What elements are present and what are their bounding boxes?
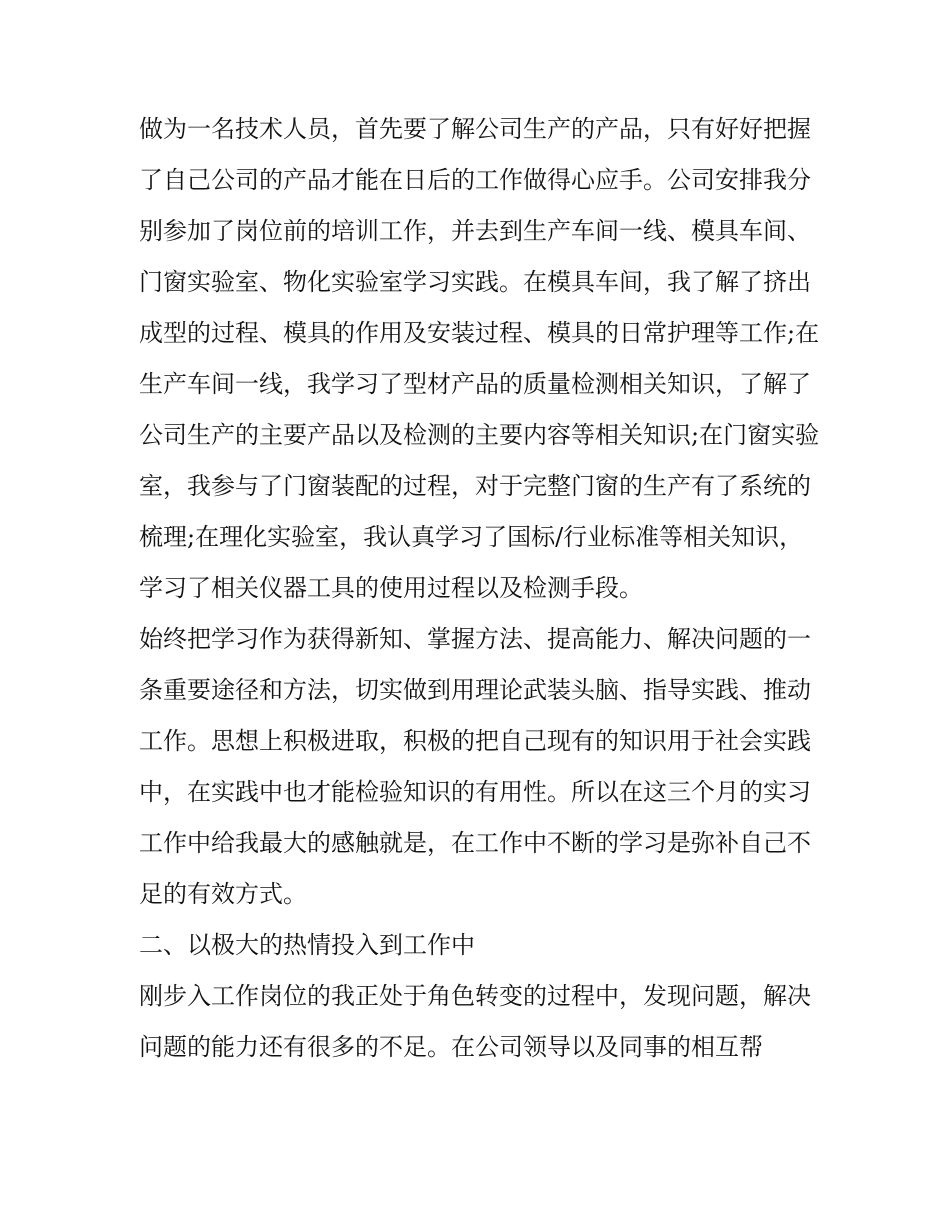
paragraph-technical-training: 做为一名技术人员，首先要了解公司生产的产品，只有好好把握了自己公司的产品才能在日后的工作做得心应手。公司安排我分别参加了岗位前的培训工作，并去到生产车间一线、模具车间、门窗实验室、物化实验室学习实践。在模具车间，我了解了挤出成型的过程、模具的作用及安装过程、模具的日常护理等工作;在生产车间一线，我学习了型材产品的质量检测相关知识，了解了公司生产的主要产品以及检测的主要内容等相关知识;在门窗实验室，我参与了门窗装配的过程，对于完整门窗的生产有了系统的梳理;在理化实验室，我认真学习了国标/行业标准等相关知识，学习了相关仪器工具的使用过程以及检测手段。 xyxy=(139,115,820,602)
paragraph-role-transition: 刚步入工作岗位的我正处于角色转变的过程中，发现问题，解决问题的能力还有很多的不足。在公司领导以及同事的相互帮 xyxy=(139,982,811,1061)
section-heading: 二、以极大的热情投入到工作中 xyxy=(139,931,475,959)
paragraph-learning-approach: 始终把学习作为获得新知、掌握方法、提高能力、解决问题的一条重要途径和方法，切实做到用理论武装头脑、指导实践、推动工作。思想上积极进取，积极的把自己现有的知识用于社会实践中，在实践中也才能检验知识的有用性。所以在这三个月的实习工作中给我最大的感触就是，在工作中不断的学习是弥补自己不足的有效方式。 xyxy=(139,625,811,908)
